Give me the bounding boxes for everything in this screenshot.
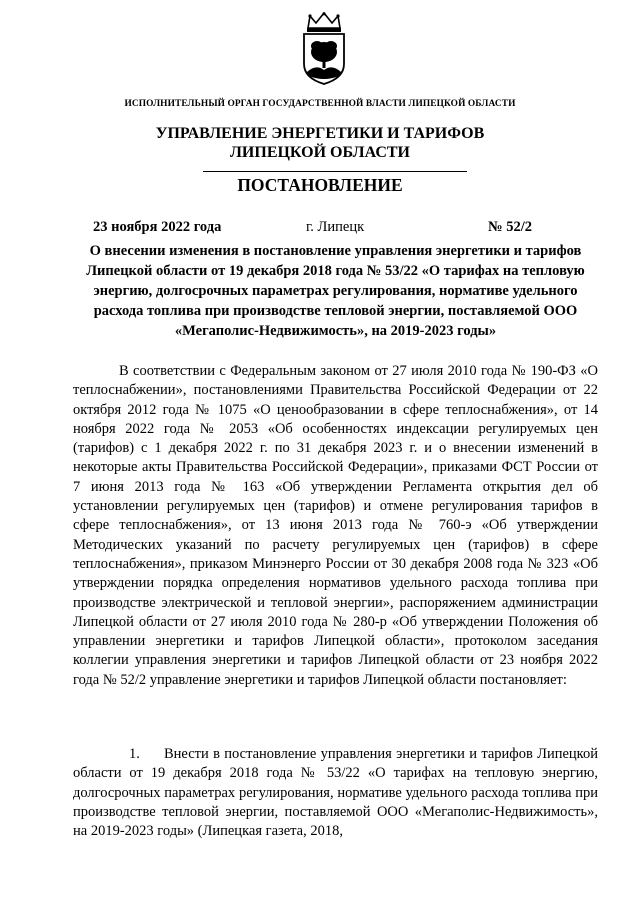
department-name	[0, 124, 640, 162]
item-1-number: 1.	[129, 746, 140, 762]
department-line-1: УПРАВЛЕНИЕ ЭНЕРГЕТИКИ И ТАРИФОВ	[155, 125, 485, 142]
department-line-2: ЛИПЕЦКОЙ ОБЛАСТИ	[230, 144, 410, 161]
item-1-text: Внести в постановление управления энергетики и тарифов Липецкой области от 19 декабря 2018 года № 53/22 «О тарифах на тепловую энергию, долгосрочных параметрах регулирования, нормативе удельного расхода топлива при производстве тепловой энергии, поставляемой ООО «Мегаполис-Недвижимость», на 2019-2023 годы» (Липецкая газета, 2018,	[73, 746, 598, 840]
document-type: ПОСТАНОВЛЕНИЕ	[237, 175, 403, 195]
item-1-paragraph	[73, 745, 598, 841]
document-date: 23 ноября 2022 года	[93, 219, 222, 235]
lipetsk-coat-of-arms-icon	[298, 12, 350, 86]
preamble-text: В соответствии с Федеральным законом от 27 июля 2010 года № 190-ФЗ «О теплоснабжении», постановлениями Правительства Российской Федерации от 22 октября 2012 года № 1075 «О ценообразовании в сфере теплоснабжения», от 14 ноября 2022 года № 2053 «Об особенностях индексации регулируемых цен (тарифов) с 1 декабря 2022 г. по 31 декабря 2023 г. и о внесении изменений в некоторые акты Правительства Российской Федерации», приказами ФСТ России от 7 июня 2013 года № 163 «Об утверждении Регламента открытия дел об установлении регулируемых цен (тарифов) и отмене регулирования тарифов в сфере теплоснабжения», от 13 июня 2013 года № 760-э «Об утверждении Методических указаний по расчету регулируемых цен (тарифов) в сфере теплоснабжения», приказом Минэнерго России от 30 декабря 2008 года № 323 «Об утверждении порядка определения нормативов удельного расхода топлива при производстве электрической и тепловой энергии», распоряжением администрации Липецкой области от 27 июля 2010 года № 280-р «Об утверждении Положения об управлении энергетики и тарифов Липецкой области», протоколом заседания коллегии управления энергетики и тарифов Липецкой области от 23 ноября 2022 года № 52/2 управление энергетики и тарифов Липецкой области постановляет:	[73, 363, 598, 688]
header-divider	[203, 171, 467, 172]
document-number: № 52/2	[488, 219, 532, 235]
authority-name: ИСПОЛНИТЕЛЬНЫЙ ОРГАН ГОСУДАРСТВЕННОЙ ВЛАСТИ ЛИПЕЦКОЙ ОБЛАСТИ	[124, 99, 516, 109]
document-city: г. Липецк	[306, 219, 365, 235]
preamble-paragraph	[73, 362, 598, 690]
document-subject: О внесении изменения в постановление управления энергетики и тарифов Липецкой области от 19 декабря 2018 года № 53/22 «О тарифах на тепловую энергию, долгосрочных параметрах регулирования, нормативе удельного расхода топлива при производстве тепловой энергии, поставляемой ООО «Мегаполис-Недвижимость», на 2019-2023 годы»	[86, 243, 585, 339]
